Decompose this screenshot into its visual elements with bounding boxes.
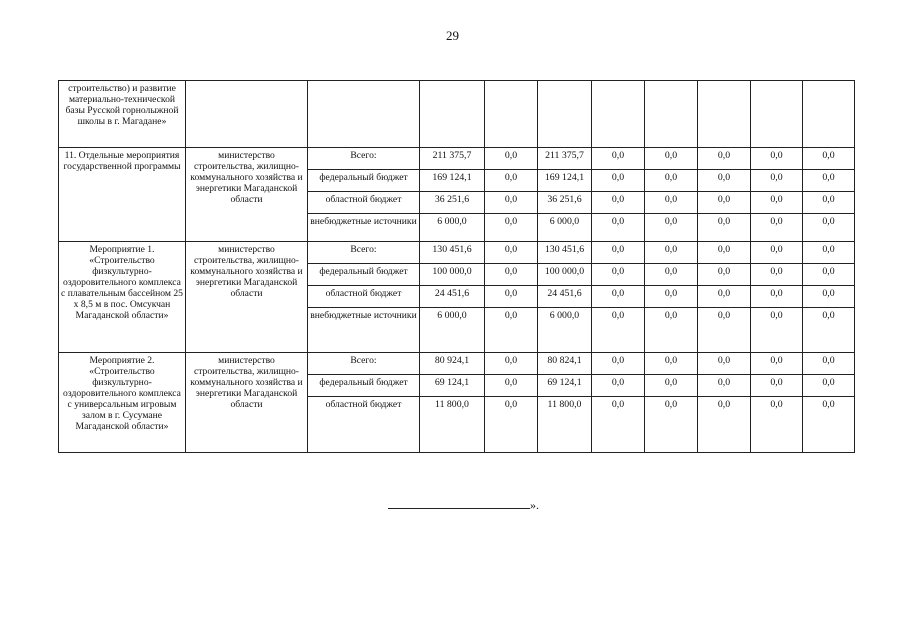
amount-cell: 0,0 xyxy=(485,242,538,264)
amount-cell: 11 800,0 xyxy=(420,397,485,453)
amount-cell: 0,0 xyxy=(698,308,751,353)
amount-cell: 0,0 xyxy=(645,308,698,353)
table-row xyxy=(59,242,855,264)
funding-source-cell: Всего: xyxy=(308,242,420,264)
amount-cell: 0,0 xyxy=(751,148,803,170)
funding-source-cell: областной бюджет xyxy=(308,286,420,308)
amount-cell xyxy=(485,81,538,148)
amount-cell: 0,0 xyxy=(803,242,855,264)
amount-cell: 0,0 xyxy=(592,308,645,353)
amount-cell: 0,0 xyxy=(592,375,645,397)
amount-cell: 0,0 xyxy=(698,192,751,214)
amount-cell: 211 375,7 xyxy=(538,148,592,170)
amount-cell: 6 000,0 xyxy=(538,214,592,242)
amount-cell: 0,0 xyxy=(592,264,645,286)
amount-cell: 0,0 xyxy=(592,192,645,214)
amount-cell: 0,0 xyxy=(485,308,538,353)
amount-cell: 211 375,7 xyxy=(420,148,485,170)
amount-cell: 0,0 xyxy=(592,170,645,192)
amount-cell xyxy=(645,81,698,148)
table-row xyxy=(59,81,855,148)
amount-cell: 6 000,0 xyxy=(538,308,592,353)
amount-cell xyxy=(803,81,855,148)
amount-cell: 0,0 xyxy=(645,264,698,286)
activity-name-cell: 11. Отдельные мероприятия государственной программы xyxy=(59,148,186,242)
amount-cell: 6 000,0 xyxy=(420,214,485,242)
amount-cell: 0,0 xyxy=(751,214,803,242)
amount-cell: 100 000,0 xyxy=(420,264,485,286)
executor-cell: министерство строительства, жилищно-коммунального хозяйства и энергетики Магаданской области xyxy=(186,242,308,353)
signature-underline xyxy=(388,498,530,509)
activity-name-cell: Мероприятие 1. «Строительство физкультурно-оздоровительного комплекса с плавательным бассейном 25 х 8,5 м в пос. Омсукчан Магаданской области» xyxy=(59,242,186,353)
amount-cell: 169 124,1 xyxy=(538,170,592,192)
amount-cell: 0,0 xyxy=(592,286,645,308)
amount-cell: 0,0 xyxy=(485,353,538,375)
amount-cell: 11 800,0 xyxy=(538,397,592,453)
funding-source-cell: областной бюджет xyxy=(308,192,420,214)
amount-cell: 0,0 xyxy=(803,353,855,375)
amount-cell: 0,0 xyxy=(592,353,645,375)
budget-table xyxy=(58,80,855,453)
amount-cell xyxy=(592,81,645,148)
amount-cell: 0,0 xyxy=(698,148,751,170)
amount-cell: 0,0 xyxy=(803,286,855,308)
executor-cell: министерство строительства, жилищно-коммунального хозяйства и энергетики Магаданской области xyxy=(186,353,308,453)
closing-line xyxy=(388,498,548,513)
amount-cell: 0,0 xyxy=(698,170,751,192)
amount-cell: 0,0 xyxy=(592,214,645,242)
amount-cell: 0,0 xyxy=(592,148,645,170)
amount-cell: 0,0 xyxy=(751,353,803,375)
funding-source-cell: внебюджетные источники xyxy=(308,214,420,242)
amount-cell: 130 451,6 xyxy=(538,242,592,264)
amount-cell: 0,0 xyxy=(645,170,698,192)
amount-cell: 0,0 xyxy=(751,308,803,353)
amount-cell: 0,0 xyxy=(698,242,751,264)
amount-cell: 0,0 xyxy=(698,353,751,375)
amount-cell: 0,0 xyxy=(698,214,751,242)
amount-cell: 36 251,6 xyxy=(538,192,592,214)
funding-source-cell: федеральный бюджет xyxy=(308,264,420,286)
amount-cell: 0,0 xyxy=(803,264,855,286)
amount-cell: 0,0 xyxy=(751,286,803,308)
executor-cell: министерство строительства, жилищно-коммунального хозяйства и энергетики Магаданской области xyxy=(186,148,308,242)
amount-cell: 0,0 xyxy=(485,286,538,308)
amount-cell: 0,0 xyxy=(803,148,855,170)
amount-cell: 6 000,0 xyxy=(420,308,485,353)
activity-name-cell: Мероприятие 2. «Строительство физкультурно-оздоровительного комплекса с универсальным игровым залом в г. Сусумане Магаданской области» xyxy=(59,353,186,453)
funding-source-cell: Всего: xyxy=(308,148,420,170)
amount-cell: 0,0 xyxy=(485,170,538,192)
amount-cell: 0,0 xyxy=(645,192,698,214)
amount-cell: 0,0 xyxy=(751,397,803,453)
amount-cell: 0,0 xyxy=(645,286,698,308)
amount-cell: 0,0 xyxy=(645,353,698,375)
amount-cell: 24 451,6 xyxy=(420,286,485,308)
amount-cell: 0,0 xyxy=(485,375,538,397)
amount-cell: 0,0 xyxy=(485,192,538,214)
amount-cell: 0,0 xyxy=(751,264,803,286)
activity-name-cell: строительство) и развитие материально-технической базы Русской горнолыжной школы в г. Магадане» xyxy=(59,81,186,148)
amount-cell: 0,0 xyxy=(751,170,803,192)
amount-cell: 0,0 xyxy=(803,375,855,397)
amount-cell: 0,0 xyxy=(485,148,538,170)
amount-cell: 0,0 xyxy=(698,397,751,453)
funding-source-cell xyxy=(308,81,420,148)
amount-cell: 0,0 xyxy=(645,242,698,264)
table-row xyxy=(59,148,855,170)
amount-cell: 36 251,6 xyxy=(420,192,485,214)
funding-source-cell: внебюджетные источники xyxy=(308,308,420,353)
amount-cell: 0,0 xyxy=(803,192,855,214)
amount-cell: 0,0 xyxy=(485,264,538,286)
amount-cell: 0,0 xyxy=(803,397,855,453)
amount-cell xyxy=(420,81,485,148)
closing-quote: ». xyxy=(530,498,539,512)
executor-cell xyxy=(186,81,308,148)
page-number: 29 xyxy=(446,28,459,43)
amount-cell: 169 124,1 xyxy=(420,170,485,192)
amount-cell: 0,0 xyxy=(485,397,538,453)
amount-cell: 0,0 xyxy=(698,375,751,397)
amount-cell: 0,0 xyxy=(645,375,698,397)
amount-cell: 24 451,6 xyxy=(538,286,592,308)
amount-cell: 80 924,1 xyxy=(420,353,485,375)
amount-cell xyxy=(698,81,751,148)
amount-cell: 0,0 xyxy=(803,308,855,353)
amount-cell: 69 124,1 xyxy=(420,375,485,397)
amount-cell: 0,0 xyxy=(592,242,645,264)
amount-cell: 0,0 xyxy=(803,170,855,192)
amount-cell: 0,0 xyxy=(698,264,751,286)
amount-cell: 0,0 xyxy=(751,242,803,264)
amount-cell: 0,0 xyxy=(803,214,855,242)
amount-cell: 0,0 xyxy=(698,286,751,308)
amount-cell: 130 451,6 xyxy=(420,242,485,264)
amount-cell xyxy=(538,81,592,148)
amount-cell xyxy=(751,81,803,148)
funding-source-cell: федеральный бюджет xyxy=(308,170,420,192)
amount-cell: 69 124,1 xyxy=(538,375,592,397)
amount-cell: 0,0 xyxy=(751,375,803,397)
funding-source-cell: федеральный бюджет xyxy=(308,375,420,397)
amount-cell: 0,0 xyxy=(485,214,538,242)
funding-source-cell: Всего: xyxy=(308,353,420,375)
table-body xyxy=(59,81,855,453)
amount-cell: 100 000,0 xyxy=(538,264,592,286)
amount-cell: 0,0 xyxy=(751,192,803,214)
amount-cell: 0,0 xyxy=(645,148,698,170)
amount-cell: 80 824,1 xyxy=(538,353,592,375)
table-row xyxy=(59,353,855,375)
amount-cell: 0,0 xyxy=(645,214,698,242)
funding-source-cell: областной бюджет xyxy=(308,397,420,453)
amount-cell: 0,0 xyxy=(645,397,698,453)
amount-cell: 0,0 xyxy=(592,397,645,453)
